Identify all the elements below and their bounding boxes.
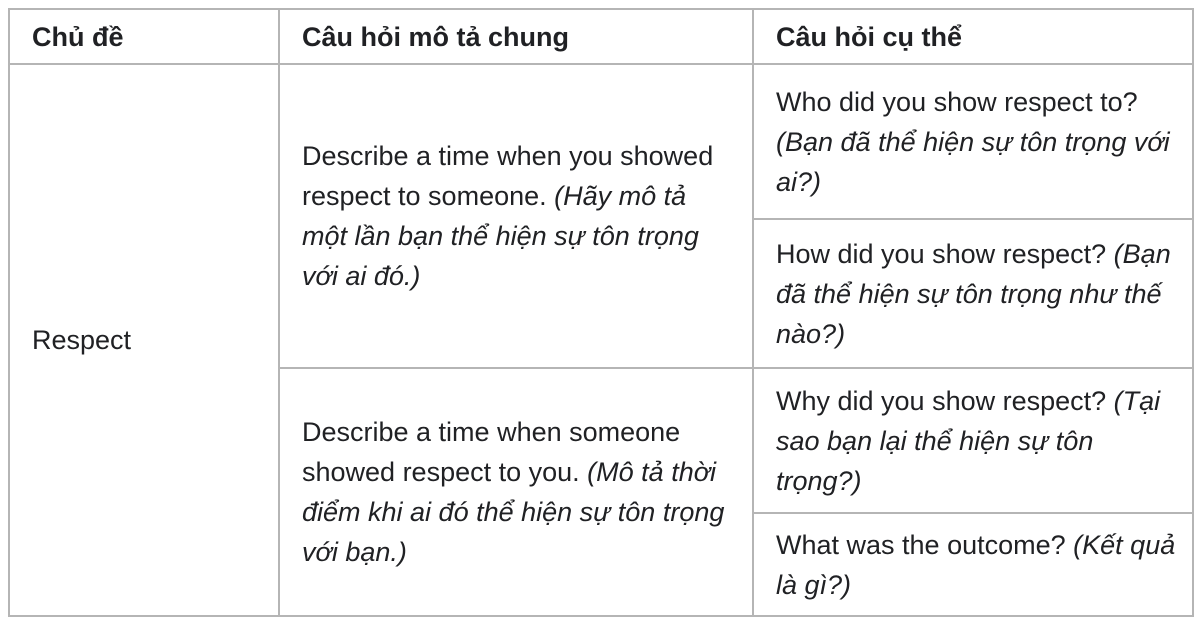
general-question-1-en: Describe a time when you showed respect to someone. [302, 141, 714, 211]
general-question-2-vi: (Mô tả thời điểm khi ai đó thể hiện sự tôn trọng với bạn.) [302, 457, 725, 567]
specific-question-3-vi: (Tại sao bạn lại thể hiện sự tôn trọng?) [776, 385, 1161, 496]
specific-question-4-en: What was the outcome? [776, 529, 1074, 560]
specific-question-2 [753, 219, 1193, 368]
respect-questions-table [8, 8, 1194, 617]
specific-question-3-en: Why did you show respect? [776, 385, 1114, 416]
specific-question-4-vi: (Kết quả là gì?) [776, 529, 1176, 600]
specific-question-3 [753, 368, 1193, 513]
topic-cell: Respect [9, 64, 279, 616]
table-row [9, 64, 1193, 219]
general-question-1 [279, 64, 753, 368]
specific-question-1-vi: (Bạn đã thể hiện sự tôn trọng với ai?) [776, 126, 1170, 197]
specific-question-2-vi: (Bạn đã thể hiện sự tôn trọng như thế nào?) [776, 238, 1171, 349]
header-specific-question: Câu hỏi cụ thể [753, 9, 1193, 64]
specific-question-4 [753, 513, 1193, 616]
header-topic: Chủ đề [9, 9, 279, 64]
general-question-2 [279, 368, 753, 616]
specific-question-2-en: How did you show respect? [776, 238, 1114, 269]
general-question-2-en: Describe a time when someone showed respect to you. [302, 417, 681, 487]
specific-question-1 [753, 64, 1193, 219]
specific-question-1-en: Who did you show respect to? [776, 86, 1138, 117]
header-row [9, 9, 1193, 64]
general-question-1-vi: (Hãy mô tả một lần bạn thể hiện sự tôn trọng với ai đó.) [302, 181, 699, 291]
header-general-question: Câu hỏi mô tả chung [279, 9, 753, 64]
